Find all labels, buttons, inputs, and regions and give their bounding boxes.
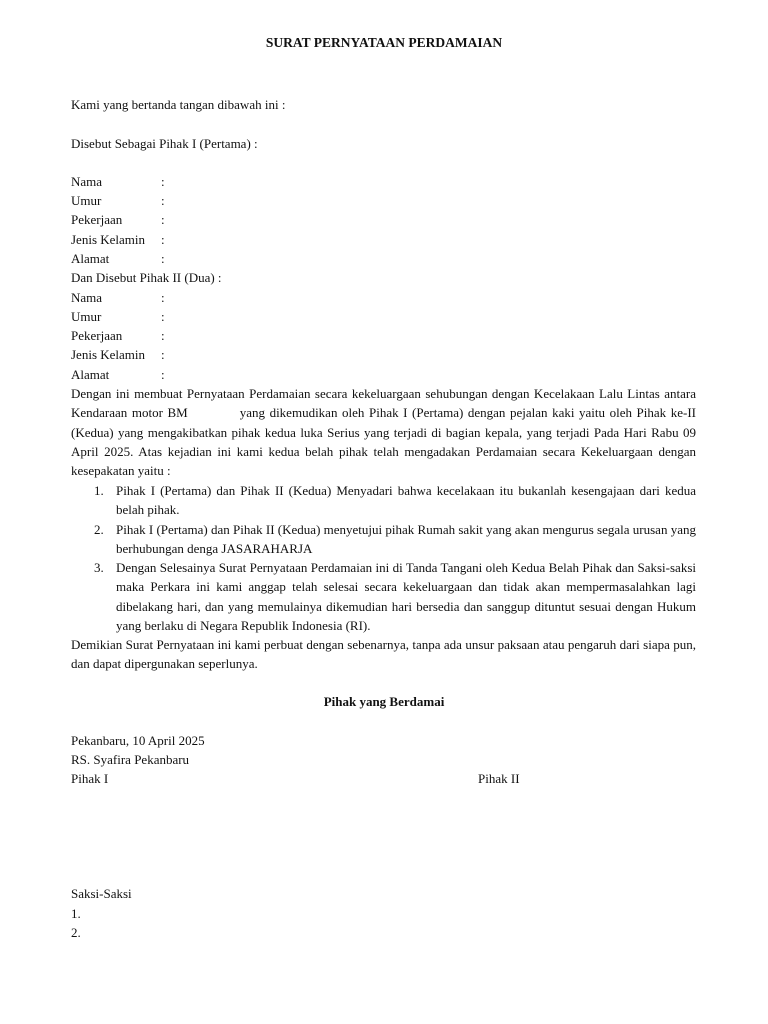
closing-paragraph: Demikian Surat Pernyataan ini kami perbuat dengan sebenarnya, tanpa ada unsur paksaan atau pengaruh dari siapa pun, dan dapat dipergunakan seperlunya. xyxy=(71,637,696,672)
party1-job-label: Pekerjaan xyxy=(71,212,123,227)
statement-part2: yang dikemudikan oleh Pihak I (Pertama) dengan pejalan kaki yaitu oleh Pihak ke-II (Kedua) yang mengakibatkan pihak kedua luka Serius yang terjadi di bagian kepala, yang terjadi Pada Hari Rabu 09 April 2025. Atas kejadian ini kami kedua belah pihak telah mengadakan Perdamaian secara Kekeluargaan dengan kesepakatan yaitu : xyxy=(71,405,696,479)
witnesses-heading: Saksi-Saksi xyxy=(71,886,132,901)
party1-gender-label: Jenis Kelamin xyxy=(71,232,146,247)
agreement-number: 3. xyxy=(94,560,104,576)
party2-name-colon: : xyxy=(161,290,165,305)
signature-party1-label: Pihak I xyxy=(71,771,109,786)
intro-line: Kami yang bertanda tangan dibawah ini : xyxy=(71,97,286,112)
signature-party2-label: Pihak II xyxy=(478,771,520,786)
agreement-item xyxy=(71,481,696,520)
party2-heading: Dan Disebut Pihak II (Dua) : xyxy=(71,270,222,285)
signers-heading: Pihak yang Berdamai xyxy=(323,694,445,709)
party2-name-label: Nama xyxy=(71,290,103,305)
agreement-item xyxy=(71,558,696,635)
party2-gender-label: Jenis Kelamin xyxy=(71,347,146,362)
party1-age-label: Umur xyxy=(71,193,102,208)
party1-job-colon: : xyxy=(161,212,165,227)
agreement-text: Pihak I (Pertama) dan Pihak II (Kedua) menyetujui pihak Rumah sakit yang akan mengurus segala urusan yang berhubungan denga JASARAHARJA xyxy=(116,521,696,556)
party1-name-label: Nama xyxy=(71,174,103,189)
party2-gender-colon: : xyxy=(161,347,165,362)
document-title: SURAT PERNYATAAN PERDAMAIAN xyxy=(265,35,503,50)
party2-age-label: Umur xyxy=(71,309,102,324)
agreement-text: Dengan Selesainya Surat Pernyataan Perdamaian ini di Tanda Tangani oleh Kedua Belah Pihak dan Saksi-saksi maka Perkara ini kami anggap telah selesai secara kekeluargaan dan tidak akan mempermasalahkan lagi dibelakang hari, dan yang memulainya dikemudian hari bersedia dan sanggup dituntut sesuai dengan Hukum yang berlaku di Negara Republik Indonesia (RI). xyxy=(116,560,696,634)
party2-address-colon: : xyxy=(161,367,165,382)
statement-part1: Dengan ini membuat Pernyataan Perdamaian secara kekeluargaan sehubungan dengan Kecelakaan Lalu Lintas antara Kendaraan motor BM xyxy=(71,386,696,421)
party2-address-label: Alamat xyxy=(71,367,110,382)
party1-age-colon: : xyxy=(161,193,165,208)
party1-heading: Disebut Sebagai Pihak I (Pertama) : xyxy=(71,136,258,151)
agreement-text: Pihak I (Pertama) dan Pihak II (Kedua) Menyadari bahwa kecelakaan itu bukanlah kesengajaan dari kedua belah pihak. xyxy=(116,483,696,518)
place-date: Pekanbaru, 10 April 2025 xyxy=(71,733,205,748)
agreement-number: 2. xyxy=(94,521,104,537)
party2-age-colon: : xyxy=(161,309,165,324)
institution-name: RS. Syafira Pekanbaru xyxy=(71,752,190,767)
agreement-item xyxy=(71,520,696,559)
party2-job-colon: : xyxy=(161,328,165,343)
agreement-list xyxy=(71,481,696,635)
witness-1: 1. xyxy=(71,906,81,921)
party1-name-colon: : xyxy=(161,174,165,189)
party1-gender-colon: : xyxy=(161,232,165,247)
party1-address-label: Alamat xyxy=(71,251,110,266)
agreement-number: 1. xyxy=(94,483,104,498)
statement-paragraph xyxy=(71,384,696,480)
witness-2: 2. xyxy=(71,925,81,940)
party2-job-label: Pekerjaan xyxy=(71,328,123,343)
party1-address-colon: : xyxy=(161,251,165,266)
